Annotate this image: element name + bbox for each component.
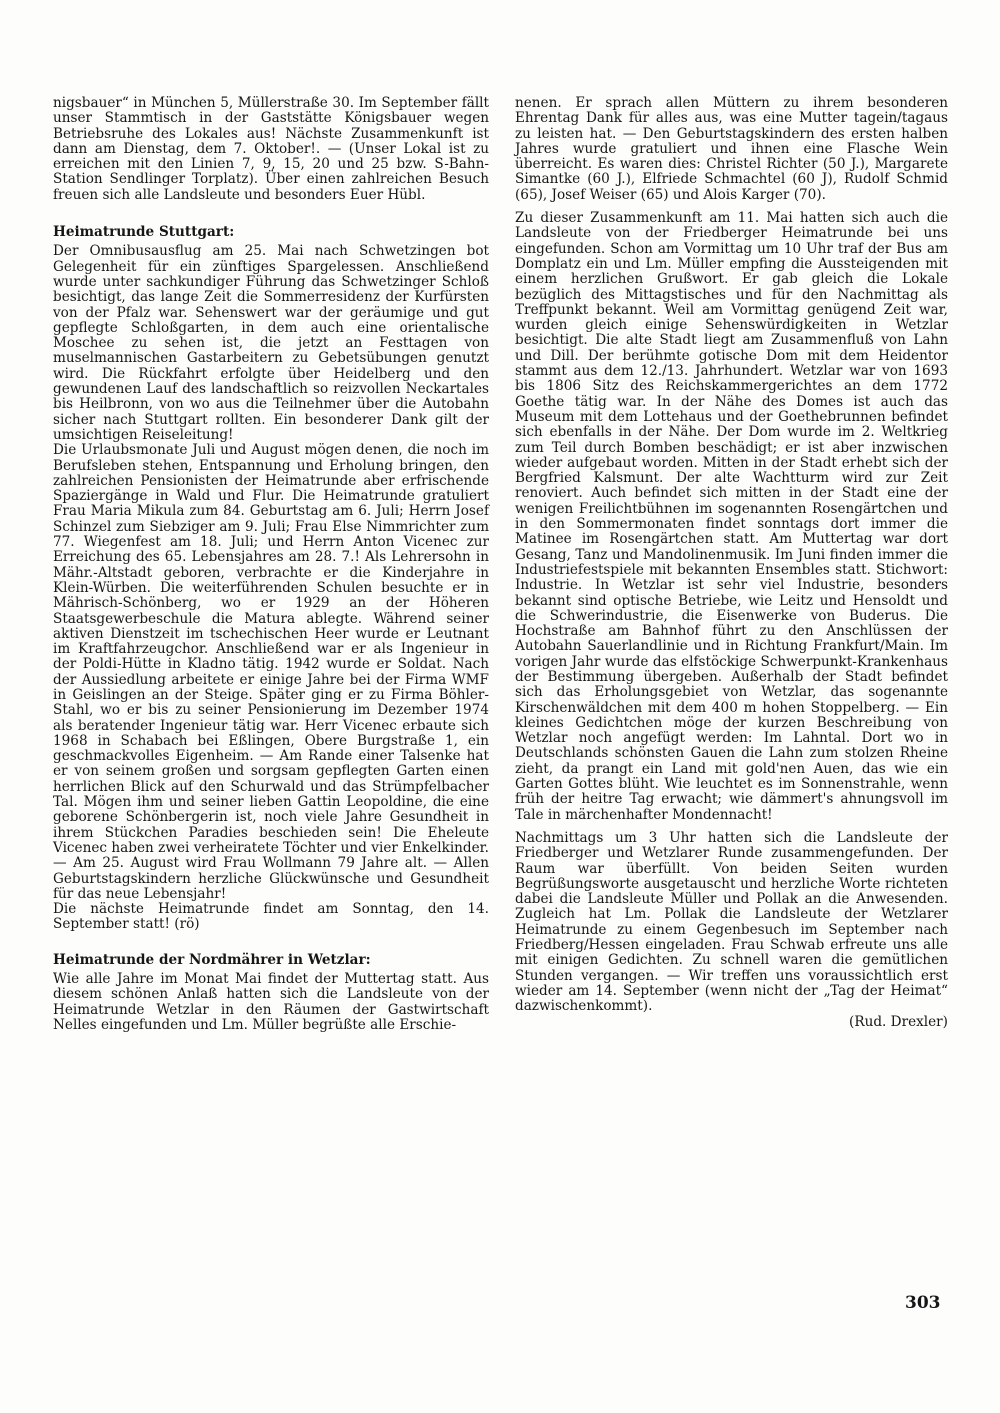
right-column: [515, 96, 948, 1030]
left-column: [53, 96, 489, 1033]
wetzlar-paragraph-1: Wie alle Jahre im Monat Mai findet der Muttertag statt. Aus diesem schönen Anlaß hatten sich die Landsleute von der Heimatrunde Wetzlar in den Räumen der Gastwirtschaft Nelles eingefunden und Lm. Müller begrüßte alle Erschie-: [53, 971, 489, 1033]
stuttgart-paragraph-1: Der Omnibusausflug am 25. Mai nach Schwetzingen bot Gelegenheit für ein zünftiges Spargelessen. Anschließend wurde unter sachkundiger Führung das Schwetzinger Schloß besichtigt, das lange Zeit die Sommerresidenz der Kurfürsten von der Pfalz war. Sehenswert war der geräumige und gut gepflegte Schloßgarten, in dem auch eine orientalische Moschee zu sehen ist, die jetzt an Festtagen von muselmannischen Gastarbeitern zu Gebetsübungen genutzt wird. Die Rückfahrt erfolgte über Heidelberg und den gewundenen Lauf des landschaftlich so reizvollen Neckartales bis Heilbronn, von wo aus die Teilnehmer über die Autobahn sicher nach Stuttgart rollten. Ein besonderer Dank gilt der umsichtigen Reiseleitung!: [53, 243, 489, 443]
author-signature: (Rud. Drexler): [849, 1013, 948, 1030]
wetzlar-paragraph-3: Zu dieser Zusammenkunft am 11. Mai hatten sich auch die Landsleute von der Friedberger Heimatrunde bei uns eingefunden. Schon am Vormittag um 10 Uhr traf der Bus am Domplatz ein und Lm. Müller empfing die Aussteigenden mit einem herzlichen Grußwort. Er gab gleich die Lokale bezüglich des Mittagstisches und für den Nachmittag als Treffpunkt bekannt. Weil am Vormittag genügend Zeit war, wurden gleich einige Sehenswürdigkeiten in Wetzlar besichtigt. Die alte Stadt liegt am Zusammenfluß von Lahn und Dill. Der berühmte gotische Dom mit dem Heidentor stammt aus dem 12./13. Jahrhundert. Wetzlar war von 1693 bis 1806 Sitz des Reichskammergerichtes an dem 1772 Goethe tätig war. In der Nähe des Domes ist auch das Museum mit dem Lottehaus und der Goethebrunnen befindet sich ebenfalls in der Nähe. Der Dom wurde im 2. Weltkrieg zum Teil durch Bomben beschädigt; er ist aber inzwischen wieder aufgebaut worden. Mitten in der Stadt erhebt sich der Bergfried Kalsmunt. Der alte Wachtturm wird zur Zeit renoviert. Auch befindet sich mitten in der Stadt eine der wenigen Freilichtbühnen im sogenannten Rosengärtchen und in den Sommermonaten findet sonntags dort immer die Matinee im Rosengärtchen statt. Am Muttertag war dort Gesang, Tanz und Mandolinenmusik. Im Juni finden immer die Industriefestspiele mit bekannten Ensembles statt. Stichwort: Industrie. In Wetzlar ist sehr viel Industrie, besonders bekannt sind optische Betriebe, wie Leitz und Hensoldt und die Schwerindustrie, die Eisenwerke von Buderus. Die Hochstraße am Bahnhof führt zu den Anschlüssen der Autobahn Sauerlandlinie und in Richtung Frankfurt/Main. Im vorigen Jahr wurde das elfstöckige Schwerpunkt-Krankenhaus der Bestimmung übergeben. Außerhalb der Stadt befindet sich das Erholungsgebiet von Wetzlar, das sogenannte Kirschenwäldchen mit dem 400 m hohen Stoppelberg. — Ein kleines Gedichtchen möge der kurzen Beschreibung von Wetzlar noch angefügt werden: Im Lahntal. Dort wo in Deutschlands schönsten Gauen die Lahn zum stolzen Rheine zieht, da prangt ein Land mit gold'nen Auen, das wie ein Garten Gottes blüht. Wie leuchtet es im Sonnenstrahle, wenn früh der heitre Tag erwacht; wie dämmert's ahnungsvoll im Tale in märchenhafter Mondennacht!: [515, 210, 948, 823]
wetzlar-paragraph-2: nenen. Er sprach allen Müttern zu ihrem besonderen Ehrentag Dank für alles aus, was eine Mutter tagein/tagaus zu leisten hat. — Den Geburtstagskindern des ersten halben Jahres wurde gratuliert und ihnen eine Flasche Wein überreicht. Es waren dies: Christel Richter (50 J.), Margarete Simantke (60 J.), Elfriede Schmachtel (60 J), Rudolf Schmid (65), Josef Weiser (65) und Alois Karger (70).: [515, 95, 948, 203]
stuttgart-paragraph-3: Die nächste Heimatrunde findet am Sonntag, den 14. September statt! (rö): [53, 901, 489, 933]
page-number: 303: [905, 1293, 941, 1313]
stuttgart-paragraph-2: Die Urlaubsmonate Juli und August mögen denen, die noch im Berufsleben stehen, Entspannung und Erholung bringen, den zahlreichen Pensionisten der Heimatrunde aber erfrischende Spaziergänge in Wald und Flur. Die Heimatrunde gratuliert Frau Maria Mikula zum 84. Geburtstag am 6. Juli; Herrn Josef Schinzel zum Siebziger am 9. Juli; Frau Else Nimmrichter zum 77. Wiegenfest am 18. Juli; und Herrn Anton Vicenec zur Erreichung des 65. Lebensjahres am 28. 7.! Als Lehrersohn in Mähr.-Altstadt geboren, verbrachte er die Kinderjahre in Klein-Würben. Die weiterführenden Schulen besuchte er in Mährisch-Schönberg, wo er 1929 an der Höheren Staatsgewerbeschule die Matura ablegte. Während seiner aktiven Dienstzeit im tschechischen Heer wurde er Leutnant im Kraftfahrzeugchor. Anschließend war er als Ingenieur in der Poldi-Hütte in Kladno tätig. 1942 wurde er Soldat. Nach der Aussiedlung arbeitete er einige Jahre bei der Firma WMF in Geislingen an der Steige. Später ging er zu Firma Böhler-Stahl, wo er bis zu seiner Pensionierung im Dezember 1974 als beratender Ingenieur tätig war. Herr Vicenec erbaute sich 1968 in Schabach bei Eßlingen, Obere Burgstraße 1, ein geschmackvolles Eigenheim. — Am Rande einer Talsenke hat er von seinem großen und sorgsam gepflegten Garten einen herrlichen Blick auf den Schurwald und das Strümpfelbacher Tal. Mögen ihm und seiner lieben Gattin Leopoldine, die eine geborene Schönbergerin ist, noch viele Jahre Gesundheit in ihrem Stückchen Paradies beschieden sein! Die Eheleute Vicenec haben zwei verheiratete Töchter und vier Enkelkinder. — Am 25. August wird Frau Wollmann 79 Jahre alt. — Allen Geburtstagskindern herzliche Glückwünsche und Gesundheit für das neue Lebensjahr!: [53, 442, 489, 902]
munich-intro-paragraph: nigsbauer“ in München 5, Müllerstraße 30. Im September fällt unser Stammtisch in der Gaststätte Königsbauer wegen Betriebsruhe des Lokales aus! Nächste Zusammenkunft ist dann am Dienstag, dem 7. Oktober!. — (Unser Lokal ist zu erreichen mit den Linien 7, 9, 15, 20 und 25 bzw. S-Bahn-Station Sendlinger Torplatz). Über einen zahlreichen Besuch freuen sich alle Landsleute und besonders Euer Hübl.: [53, 95, 489, 203]
section-heading-wetzlar: Heimatrunde der Nordmährer in Wetzlar:: [53, 951, 371, 968]
wetzlar-paragraph-4: Nachmittags um 3 Uhr hatten sich die Landsleute der Friedberger und Wetzlarer Runde zusammengefunden. Der Raum war überfüllt. Von beiden Seiten wurden Begrüßungsworte ausgetauscht und herzliche Worte richteten dabei die Landsleute Müller und Pollak an die Anwesenden. Zugleich hat Lm. Pollak die Landsleute der Wetzlarer Heimatrunde zu einem Gegenbesuch im September nach Friedberg/Hessen eingeladen. Frau Schwab erfreute uns alle mit einigen Gedichten. Zu schnell waren die gemütlichen Stunden vergangen. — Wir treffen uns voraussichtlich erst wieder am 14. September (wenn nicht der „Tag der Heimat“ dazwischenkommt).: [515, 829, 948, 1015]
section-heading-stuttgart: Heimatrunde Stuttgart:: [53, 224, 235, 241]
